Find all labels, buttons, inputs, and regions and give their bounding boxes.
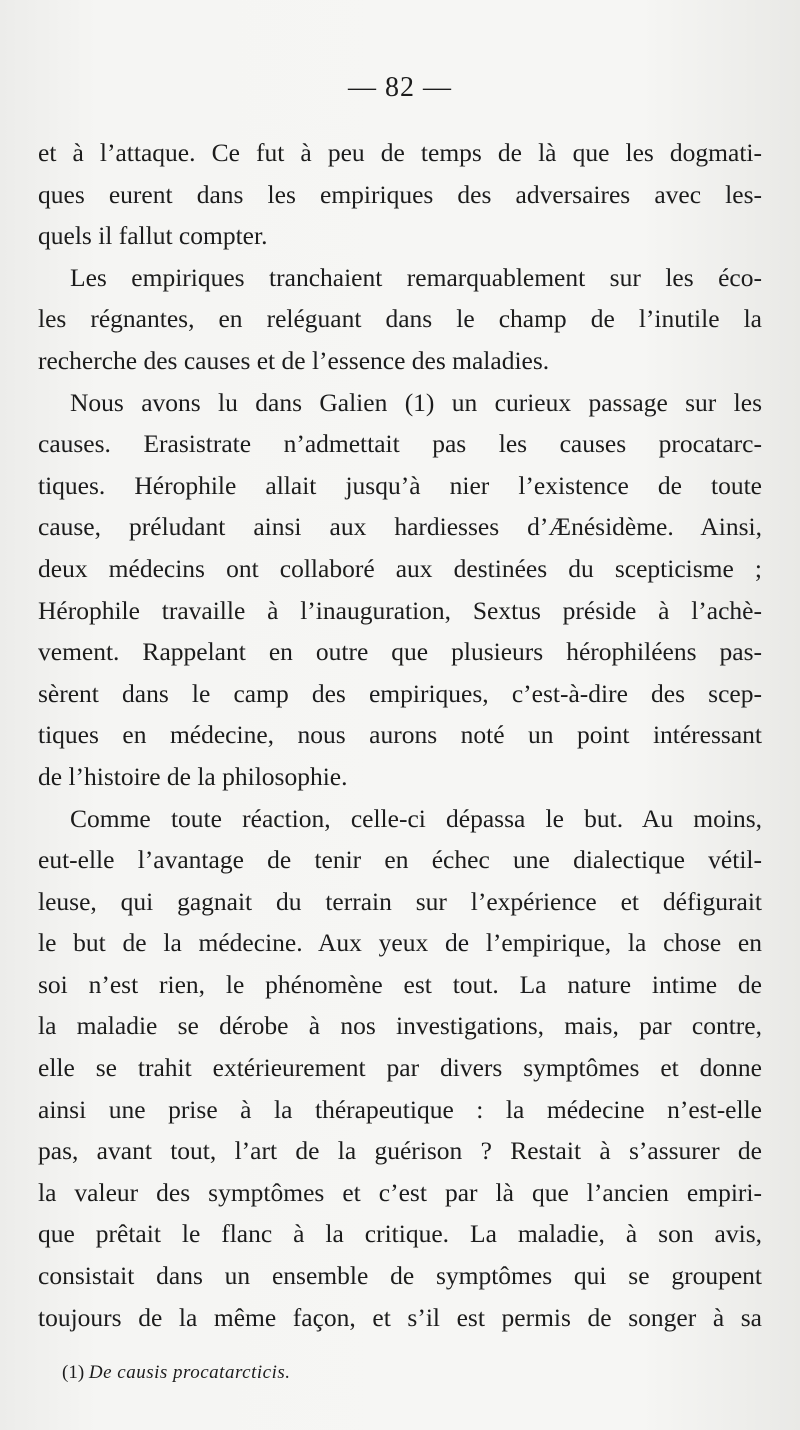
text-line: quels il fallut compter. — [38, 221, 268, 251]
body-text — [38, 132, 762, 1338]
text-line: Les empiriques tranchaient remarquablement sur les éco- — [70, 262, 762, 292]
text-line: ainsi une prise à la thérapeutique : la médecine n’est-elle — [38, 1094, 762, 1124]
text-line: causes. Erasistrate n’admettait pas les causes procatarc- — [38, 429, 762, 459]
text-line: la valeur des symptômes et c’est par là que l’ancien empiri- — [38, 1177, 762, 1207]
text-line: leuse, qui gagnait du terrain sur l’expérience et défigurait — [38, 886, 762, 916]
text-line: de l’histoire de la philosophie. — [38, 761, 348, 791]
text-line: le but de la médecine. Aux yeux de l’empirique, la chose en — [38, 928, 762, 958]
text-line: ques eurent dans les empiriques des adversaires avec les- — [38, 179, 762, 209]
text-line: la maladie se dérobe à nos investigations, mais, par contre, — [38, 1011, 762, 1041]
text-line: vement. Rappelant en outre que plusieurs hérophiléens pas- — [38, 637, 762, 667]
text-line: elle se trahit extérieurement par divers symptômes et donne — [38, 1053, 762, 1083]
text-line: tiques en médecine, nous aurons noté un point intéressant — [38, 720, 762, 750]
text-line: les régnantes, en reléguant dans le champ de l’inutile la — [38, 304, 762, 334]
text-line: sèrent dans le camp des empiriques, c’est-à-dire des scep- — [38, 678, 762, 708]
text-line: Comme toute réaction, celle-ci dépassa le but. Au moins, — [70, 803, 762, 833]
page-number: — 82 — — [348, 72, 452, 103]
text-line: Nous avons lu dans Galien (1) un curieux passage sur les — [70, 387, 762, 417]
text-line: Hérophile travaille à l’inauguration, Sextus préside à l’achè- — [38, 595, 762, 625]
text-line: que prêtait le flanc à la critique. La maladie, à son avis, — [38, 1219, 762, 1249]
footnote-text: De causis procatarcticis. — [88, 1362, 291, 1383]
text-line: cause, préludant ainsi aux hardiesses d’Ænésidème. Ainsi, — [38, 512, 762, 542]
text-line: tiques. Hérophile allait jusqu’à nier l’existence de toute — [38, 470, 762, 500]
footnote-marker: (1) — [62, 1362, 85, 1383]
text-line: toujours de la même façon, et s’il est permis de songer à sa — [38, 1302, 762, 1332]
footnote — [62, 1362, 291, 1384]
text-line: et à l’attaque. Ce fut à peu de temps de là que les dogmati- — [38, 138, 762, 167]
text-line: soi n’est rien, le phénomène est tout. La nature intime de — [38, 969, 762, 999]
text-line: deux médecins ont collaboré aux destinées du scepticisme ; — [38, 553, 762, 583]
text-line: pas, avant tout, l’art de la guérison ? Restait à s’assurer de — [38, 1136, 762, 1166]
text-line: eut-elle l’avantage de tenir en échec une dialectique vétil- — [38, 845, 762, 875]
text-line: recherche des causes et de l’essence des maladies. — [38, 345, 550, 375]
text-line: consistait dans un ensemble de symptômes qui se groupent — [38, 1261, 762, 1291]
